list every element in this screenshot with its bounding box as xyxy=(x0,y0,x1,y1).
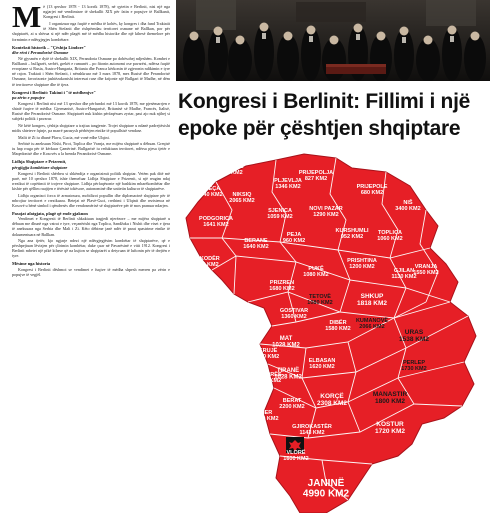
region-area: 1200 KM2 xyxy=(349,264,375,270)
section-paragraph: Malit të Zi iu dhanë Plava, Gucia, më vonë edhe Ulqini. xyxy=(18,134,110,140)
region-area: 1080 KM2 xyxy=(307,300,333,306)
region-name: TETOVË xyxy=(309,294,331,300)
region-area: 1060 KM2 xyxy=(377,236,403,242)
albanian-territories-map xyxy=(176,152,496,513)
region-name: KURSHUMLI xyxy=(335,228,369,234)
region-name: PERLEP xyxy=(402,360,426,366)
region-name: VLORË xyxy=(286,450,306,456)
region-name: GJIROKASTËR xyxy=(292,424,332,430)
region-area: 1720 KM2 xyxy=(375,428,405,435)
region-area: 1290 KM2 xyxy=(313,212,339,218)
region-name: KORÇË xyxy=(320,393,344,400)
map xyxy=(176,152,496,513)
article-intro: I organizuar nga fuqitë e mëdha të kohës, ky kongres i dha fund Traktatit të Shën Stefanit dhe rishpërndau territoret osmane në Ballkan, por për shqiptarët, ai u shërua si një ndër plagët më të mëdha historike dhe një kthesë themelore për formimin e ndërgjegjes kombëtare. xyxy=(12,21,170,42)
section-title: Kongresi i Berlinit: Takimi i "të mëdhenjve" xyxy=(12,89,96,95)
map-region-label xyxy=(375,421,405,435)
region-area: 1640 KM2 xyxy=(243,244,269,250)
region-name: PLJEVLJA xyxy=(274,178,302,184)
region-area: 1028 KM2 xyxy=(272,342,300,349)
region-name: TREBINJE xyxy=(216,164,244,170)
region-area: 1580 KM2 xyxy=(325,326,351,332)
map-region-label xyxy=(283,449,308,462)
section-paragraph: Kongresi i Berlinit nisi më 13 qershor dhe përfundoi më 13 korrik 1878, me pjesëmarrjen e shtatë fuqive të mëdha: Gjermanisë, Austro-Hungarisë, Britanisë së Madhe, Francës, Italisë, Rusisë dhe Perandorisë Osmane. Shqiptarët nuk kishin përfaqësues zyrtar, pasi ajo nuk njihej si subjekt politik i pavarur. xyxy=(12,101,170,122)
article-lead: ë (13 qershor 1878 - 13 korrik 1878), në qytetin e Berlinit, nisi një nga ngjarjet më vendimtare të shekullit XIX për fatin e popujve të Ballkanit, Kongresi i Berlinit. xyxy=(43,4,170,20)
region-area: 1600 KM2 xyxy=(283,456,309,462)
section-title: Konteksti historik – "Çështja Lindore" xyxy=(12,44,86,50)
region-area: 1920 KM2 xyxy=(217,170,243,176)
region-area: 1550 KM2 xyxy=(413,270,439,276)
region-area: 1028 KM2 xyxy=(274,374,302,381)
map-region-label xyxy=(280,308,308,320)
map-region-label xyxy=(373,391,408,405)
region-area: 2060 KM2 xyxy=(193,262,219,268)
region-area: 960 KM2 xyxy=(282,238,306,244)
region-area: 1340 KM2 xyxy=(197,192,223,198)
region-name: FIER xyxy=(259,410,273,416)
region-area: 2308 KM2 xyxy=(317,400,347,407)
region-name: URAS xyxy=(404,329,424,336)
region-name: BERAT xyxy=(282,398,302,404)
map-region-label xyxy=(257,347,279,360)
region-name: VRANJA xyxy=(414,264,438,270)
map-region-label xyxy=(258,371,282,384)
map-region-label xyxy=(309,358,336,370)
map-region-label xyxy=(267,208,292,220)
map-region-label xyxy=(269,280,294,292)
region-area: 1346 KM2 xyxy=(275,184,301,190)
map-region-label xyxy=(274,178,302,190)
article-section-1 xyxy=(12,45,170,87)
region-name: PRIJEPOLJA xyxy=(298,170,334,176)
map-region-label xyxy=(303,476,350,500)
region-area: 1818 KM2 xyxy=(357,300,387,307)
region-name: SHKODËR xyxy=(192,256,220,262)
region-area: 1170 KM2 xyxy=(253,416,279,422)
map-region-label xyxy=(357,184,388,196)
region-name: DURRËS xyxy=(258,372,282,378)
map-region-label xyxy=(347,258,377,270)
region-name: KOSTUR xyxy=(376,421,404,428)
section-paragraph: Nga ana tjetër, kjo ngjarje ndezi një ndërgjegjësim kombëtar të shqiptarëve, që e përshpejtuan lëvizjen për çlirimin kombëtar, duke çuar në Pavarësinë e vitit 1912. Kongresi i Berlinit mbetet një pikë kthese që na kujton se shqiptarët u detyruan të luftonin për të drejtën e tyre. xyxy=(12,238,170,259)
region-area: 952 KM2 xyxy=(340,234,364,240)
region-name: NOVI PAZAR xyxy=(309,206,343,212)
region-area: 1641 KM2 xyxy=(203,222,229,228)
section-subtitle: përgjigjja kombëtare shqiptare xyxy=(12,164,68,170)
map-region-label xyxy=(243,238,268,250)
region-name: PODGORICA xyxy=(199,216,233,222)
map-region-label xyxy=(197,186,222,198)
article-section-5 xyxy=(12,261,170,276)
region-name: PRIJEPOLE xyxy=(356,184,388,190)
article-section-4 xyxy=(12,211,170,258)
region-name: TIRANË xyxy=(276,368,300,374)
map-region-label xyxy=(216,164,244,176)
section-paragraph: Kongresi i Berlinit dëshmoi se vendimet e fuqive të mëdha shpesh merren pa zërin e popujve të vegjël. xyxy=(12,266,170,277)
region-area: 1360 KM2 xyxy=(281,314,307,320)
region-area: 1143 KM2 xyxy=(299,430,325,436)
map-region-label xyxy=(307,293,332,306)
section-subtitle: pa zërin e popujve xyxy=(12,94,45,100)
region-area: 2200 KM2 xyxy=(279,404,305,410)
region-area: 2065 KM2 xyxy=(229,198,255,204)
section-paragraph: Lidhja organizoi forca të armatosura, mobilizoi popullin dhe diplomacinë shqiptare për të mbrojtur territoret e rrezikuara. Betejat në Plavë-Guci, rrethimi i Ulqinit dhe rezistenca në Kosovë u bënë simbol i qëndresës dhe vendosmërisë së shqiptarëve për të mos pranuar ndarjen. xyxy=(12,192,170,208)
drop-cap: M xyxy=(12,4,42,34)
region-name: JANINË xyxy=(307,478,345,489)
region-area: 1800 KM2 xyxy=(375,398,405,405)
region-name: DIBËR xyxy=(329,320,347,326)
region-area: 1059 KM2 xyxy=(267,214,293,220)
map-region-label xyxy=(199,216,233,228)
section-paragraph: Në gjysmën e dytë të shekullit XIX, Perandoria Osmane po dobësohej ndjeshëm. Kombet e Ballkanit – bullgarët, serbët, grekët e rumunët – po fitonin autonomi ose pavarësi, ndërsa fuqitë evropiane si Rusia, Austro-Hungaria, Britania dhe Franca kërkonin të zgjeronin ndikimin e tyre në rajon. Traktati i Shën Stefanit, i nënshkruar më 3 mars 1878, mes Rusisë dhe Perandorisë Osmane, favorizonte jashtëzakonisht interesat ruse dhe krijonte një Bullgari të Madhe, në dëm të territoreve shqiptare dhe të tjera. xyxy=(12,56,170,87)
map-region-label xyxy=(229,192,254,204)
region-name: PUKË xyxy=(308,266,324,272)
section-subtitle: dhe rëni i Perandorisë Osmane xyxy=(12,49,69,55)
region-name: ELBASAN xyxy=(308,358,336,364)
region-name: KRUJË xyxy=(258,348,278,354)
region-area: 827 KM2 xyxy=(304,176,328,182)
congress-painting xyxy=(176,0,490,81)
region-area: 1680 KM2 xyxy=(269,286,295,292)
map-region-label xyxy=(279,398,304,410)
section-title: Lidhja Shqiptare e Prizrenit, xyxy=(12,159,67,165)
region-name: GOSTIVAR xyxy=(279,308,309,314)
map-region-label xyxy=(377,230,402,242)
region-area: 2066 KM2 xyxy=(359,324,385,330)
map-region-label xyxy=(192,255,220,268)
region-area: 600 KM2 xyxy=(256,354,280,360)
region-name: PRISHTINA xyxy=(347,258,377,264)
region-area: 4990 KM2 xyxy=(302,488,350,500)
section-paragraph: Në këtë kongres, çështja shqiptare u trajtua tangjente. Trojet shqiptare u ndanë padrejtësisht midis shteteve fqinje, pa marrë parasysh përbërjen etnike të popullsisë vendase. xyxy=(12,122,170,133)
map-region-label xyxy=(391,268,416,280)
region-name: BILEÇA xyxy=(199,186,221,192)
region-name: BERANE xyxy=(244,238,268,244)
region-area: 680 KM2 xyxy=(360,190,384,196)
region-name: SHKUP xyxy=(360,293,384,300)
map-region-label xyxy=(309,206,343,218)
region-area: 1538 KM2 xyxy=(399,336,429,343)
section-title: Pasojat afatgjata, plagë që ende gjaknon xyxy=(12,211,88,217)
region-name: MAT xyxy=(279,336,293,342)
article-section-2 xyxy=(12,90,170,157)
region-name: PRIZREN xyxy=(269,280,295,286)
region-area: 1620 KM2 xyxy=(309,364,335,370)
map-region-label xyxy=(357,293,387,307)
headline: Kongresi i Berlinit: Fillimi i një epoke për çështjen shqiptare xyxy=(178,90,471,140)
painting-illustration xyxy=(176,0,490,81)
map-region-label xyxy=(401,360,426,372)
region-name: PEJA xyxy=(286,232,302,238)
region-name: KUMANOVË xyxy=(355,318,389,324)
region-area: 600 KM2 xyxy=(258,378,282,384)
region-name: NIKSIQ xyxy=(232,192,252,198)
section-paragraph: Kongresi i Berlinit shërbeu si shkëndija e organizimit politik shqiptar. Vetëm pak ditë më parë, më 10 qershor 1878, ishte themeluar Lidhja Shqiptare e Prizrenit, si një reagim ndaj rrezikut të copëtimit të trojeve shqiptare. Lidhja përfaqësonte një bashkim mbarëkombëtar dhe kishte për qëllim ruajtjen e tërësisë tokësore, autonominë dhe unitetin kulturor të shqiptarëve. xyxy=(12,170,170,192)
map-region-label xyxy=(356,317,388,330)
section-paragraph: Vendimet e Kongresit të Berlinit shkaktuan tragjedi njerëzore – me mijëra shqiptarë u dëbuan me dhunë nga vatrat e tyre, veçanërisht nga Toplica, Sandžaku i Nishit dhe viset e tjera të aneksuara nga Serbia dhe Mali i Zi. Këto dëbime janë ndër të parat spastrime etnike të dokumentuara në Ballkan. xyxy=(12,216,170,237)
region-name: NIŠ xyxy=(403,200,413,206)
region-area: 1730 KM2 xyxy=(401,366,427,372)
map-region-label xyxy=(317,392,347,407)
region-area: 1130 KM2 xyxy=(391,274,417,280)
region-area: 3400 KM2 xyxy=(395,206,421,212)
region-name: MANASTIR xyxy=(372,391,408,398)
region-name: GJILAN xyxy=(393,268,415,274)
section-title: Mësime nga historia xyxy=(12,261,51,267)
article-column xyxy=(12,4,170,513)
article-section-3 xyxy=(12,159,170,208)
section-paragraph: Serbisë iu aneksuan Nishi, Pirot, Toplica dhe Vranja, me mijëra shqiptarë u dëbuan. Greqisë iu hap rruga për të kërkuar Çamërinë. Bullgarisë iu reduktuan territoret, ndërsa pjesa tjetër e Maqedonisë dhe e Kosovës u la brenda Perandorisë Osmane. xyxy=(12,141,170,157)
region-area: 1080 KM2 xyxy=(303,272,329,278)
region-name: TOPLICA xyxy=(377,230,403,236)
region-name: SJENICA xyxy=(268,208,292,214)
map-region-label xyxy=(413,264,438,276)
